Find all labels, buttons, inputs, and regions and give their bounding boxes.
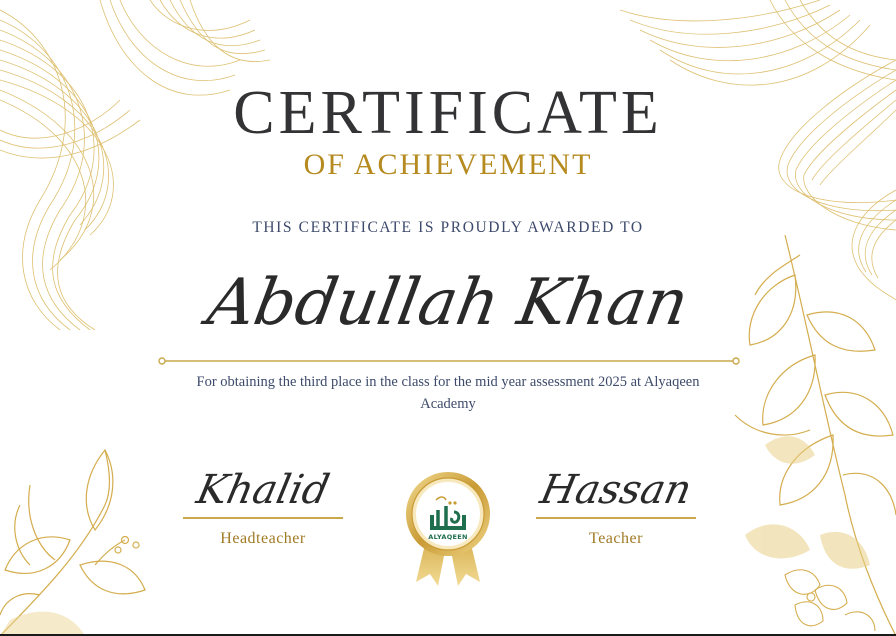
teacher-signature: Hassan: [536, 467, 696, 513]
recipient-name: Abdullah Khan: [202, 266, 694, 340]
headteacher-signature-line: [183, 517, 343, 519]
certificate-subtitle: OF ACHIEVEMENT: [303, 148, 593, 181]
certificate-title: CERTIFICATE: [233, 79, 663, 147]
headteacher-role-label: Headteacher: [220, 530, 306, 547]
seal-brand-label: ALYAQEEN: [428, 533, 468, 541]
achievement-reason-text: For obtaining the third place in the class for the mid year assessment 2025 at Alyaqeen Academy: [196, 374, 700, 412]
headteacher-signature: Khalid: [192, 467, 334, 513]
academy-seal-badge: [402, 470, 494, 588]
gold-leaf-bottom-left-decoration: [0, 445, 170, 636]
teacher-role-label: Teacher: [589, 530, 643, 547]
seal-ribbon-icon: [402, 470, 494, 588]
awarded-to-text: THIS CERTIFICATE IS PROUDLY AWARDED TO: [252, 219, 644, 236]
name-divider-line: [158, 355, 740, 367]
teacher-signature-line: [536, 517, 696, 519]
